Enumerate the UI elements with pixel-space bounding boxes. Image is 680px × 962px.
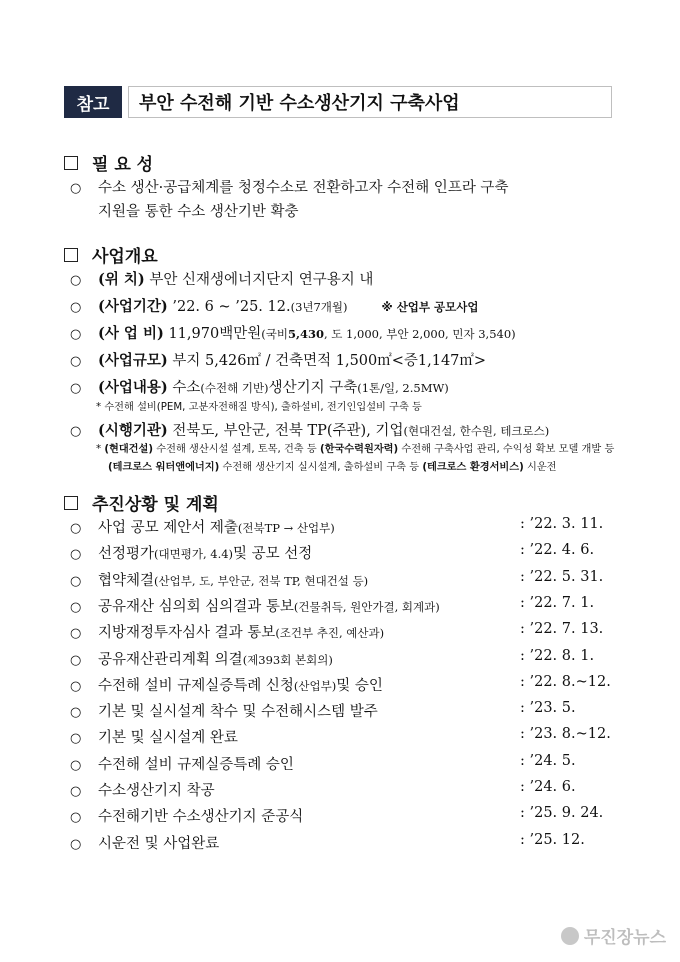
progress-item-text: 수전해 설비 규제실증특례 신청 — [98, 677, 294, 694]
progress-item — [70, 569, 368, 590]
progress-item-detail: (건물취득, 원안가결, 회계과) — [293, 599, 440, 614]
progress-item-text: 수소생산기지 착공 — [98, 783, 215, 799]
reference-tag: 참고 — [64, 86, 122, 118]
progress-item — [70, 805, 303, 826]
circle-bullet-icon: ○ — [70, 273, 82, 288]
progress-item-text: 공유재산 심의회 심의결과 통보 — [98, 598, 294, 615]
progress-item-text: 수전해기반 수소생산기지 준공식 — [98, 809, 304, 826]
circle-bullet-icon: ○ — [70, 547, 82, 563]
circle-bullet-icon: ○ — [70, 652, 82, 668]
progress-item-detail: (제393회 본회의) — [242, 652, 333, 667]
progress-item-date: : ’25. 12. — [520, 831, 585, 848]
progress-item-text: 선정평가 — [98, 546, 155, 563]
necessity-line-2: 지원을 통한 수소 생산기반 확충 — [98, 204, 299, 220]
section-progress-heading — [64, 490, 219, 515]
progress-item — [70, 753, 294, 774]
progress-item — [70, 779, 215, 800]
contest-note: ※ 산업부 공모사업 — [381, 300, 479, 314]
circle-bullet-icon: ○ — [70, 381, 82, 396]
circle-bullet-icon: ○ — [70, 181, 82, 196]
progress-item-date: : ’22. 3. 11. — [520, 516, 604, 532]
square-bullet-icon — [64, 156, 78, 170]
circle-bullet-icon: ○ — [70, 810, 82, 826]
progress-item-date: : ’22. 7. 13. — [520, 621, 604, 638]
progress-item-text: 사업 공모 제안서 제출 — [98, 520, 238, 536]
section-heading-text: 사업개요 — [92, 247, 158, 267]
section-heading-text: 추진상황 및 계획 — [92, 495, 219, 515]
progress-item-text-tail: 및 승인 — [336, 677, 383, 694]
progress-item — [70, 542, 312, 563]
progress-item-date: : ’23. 8.~12. — [520, 726, 611, 743]
title-bar — [64, 86, 612, 118]
progress-item-detail: (전북TP → 산업부) — [237, 521, 335, 535]
circle-bullet-icon: ○ — [70, 424, 82, 439]
progress-item-text-tail: 및 공모 선정 — [233, 546, 313, 563]
circle-bullet-icon: ○ — [70, 300, 82, 315]
progress-item — [70, 516, 335, 537]
circle-bullet-icon: ○ — [70, 626, 82, 642]
circle-bullet-icon: ○ — [70, 784, 82, 799]
section-overview-heading — [64, 242, 158, 267]
circle-bullet-icon: ○ — [70, 731, 82, 747]
watermark: 무진장뉴스 — [561, 923, 666, 948]
circle-bullet-icon: ○ — [70, 521, 82, 536]
progress-item-text: 공유재산관리계획 의결 — [98, 651, 243, 668]
progress-item-text: 지방재정투자심사 결과 통보 — [98, 625, 276, 642]
overview-scale: ○ (사업규모) 부지 5,426㎡ / 건축면적 1,500㎡<증1,147㎡> — [70, 352, 487, 369]
circle-bullet-icon: ○ — [70, 705, 82, 721]
progress-item-detail: (산업부) — [293, 678, 337, 693]
progress-item-detail: (대면평가, 4.4) — [154, 547, 234, 562]
overview-org: ○ (시행기관) 전북도, 부안군, 전북 TP(주관), 기업 (현대건설, 한수원, 테크로스) — [70, 422, 550, 439]
overview-location: ○ (위 치) 부안 신재생에너지단지 연구용지 내 — [70, 271, 374, 288]
circle-bullet-icon: ○ — [70, 678, 82, 694]
progress-item-date: : ’22. 5. 31. — [520, 568, 604, 585]
org-note-1: * (현대건설) 수전해 생산시설 설계, 토목, 건축 등 (한국수력원자력) 수전해 구축사업 관리, 수익성 확보 모델 개발 등 — [96, 444, 615, 455]
progress-item-date: : ’22. 4. 6. — [520, 542, 595, 559]
circle-bullet-icon: ○ — [70, 836, 82, 852]
progress-item-date: : ’24. 5. — [520, 752, 576, 769]
progress-item-date: : ’22. 8.~12. — [520, 673, 611, 690]
progress-item-date: : ’24. 6. — [520, 779, 576, 795]
circle-bullet-icon: ○ — [70, 327, 82, 342]
square-bullet-icon — [64, 496, 78, 510]
progress-item-date: : ’25. 9. 24. — [520, 805, 604, 822]
progress-item-date: : ’22. 8. 1. — [520, 647, 595, 664]
content-note: * 수전해 설비(PEM, 고분자전해질 방식), 출하설비, 전기인입설비 구축 등 — [96, 402, 422, 413]
progress-item — [70, 700, 378, 721]
necessity-line-1: ○ 수소 생산·공급체계를 청정수소로 전환하고자 수전해 인프라 구축 — [70, 180, 509, 196]
progress-item-text: 기본 및 실시설계 완료 — [98, 730, 238, 747]
progress-item-detail: (조건부 추진, 예산과) — [275, 626, 385, 641]
progress-item-date: : ’23. 5. — [520, 700, 576, 717]
section-heading-text: 필 요 성 — [92, 155, 154, 175]
progress-item — [70, 726, 238, 747]
progress-item — [70, 648, 333, 669]
progress-item — [70, 832, 219, 853]
circle-bullet-icon: ○ — [70, 354, 82, 369]
logo-icon — [561, 927, 579, 945]
page-title: 부안 수전해 기반 수소생산기지 구축사업 — [128, 86, 612, 118]
progress-item — [70, 674, 383, 695]
section-necessity-heading — [64, 150, 153, 175]
progress-item-text: 기본 및 실시설계 착수 및 수전해시스템 발주 — [98, 704, 378, 721]
progress-item-date: : ’22. 7. 1. — [520, 594, 595, 611]
circle-bullet-icon: ○ — [70, 757, 82, 773]
progress-item-detail: (산업부, 도, 부안군, 전북 TP, 현대건설 등) — [154, 573, 369, 588]
progress-item-text: 협약체결 — [98, 572, 155, 589]
overview-content: ○ (사업내용) 수소 (수전해 기반) 생산기지 구축 (1톤/일, 2.5MW) — [70, 379, 449, 396]
progress-item-text: 시운전 및 사업완료 — [98, 835, 220, 852]
overview-period: ○ (사업기간) ’22. 6 ~ ’25. 12. (3년7개월) ※ 산업부 공모사업 — [70, 298, 479, 315]
circle-bullet-icon: ○ — [70, 573, 82, 589]
progress-item — [70, 595, 440, 616]
square-bullet-icon — [64, 248, 78, 262]
progress-item-text: 수전해 설비 규제실증특례 승인 — [98, 756, 294, 773]
circle-bullet-icon: ○ — [70, 599, 82, 615]
progress-item — [70, 621, 384, 642]
org-note-2: (테크로스 워터앤에너지) 수전해 생산기지 실시설계, 출하설비 구축 등 (테크로스 환경서비스) 시운전 — [108, 462, 557, 473]
overview-budget: ○ (사 업 비) 11,970백만원 (국비 5,430 , 도 1,000, 부안 2,000, 민자 3,540) — [70, 325, 516, 342]
